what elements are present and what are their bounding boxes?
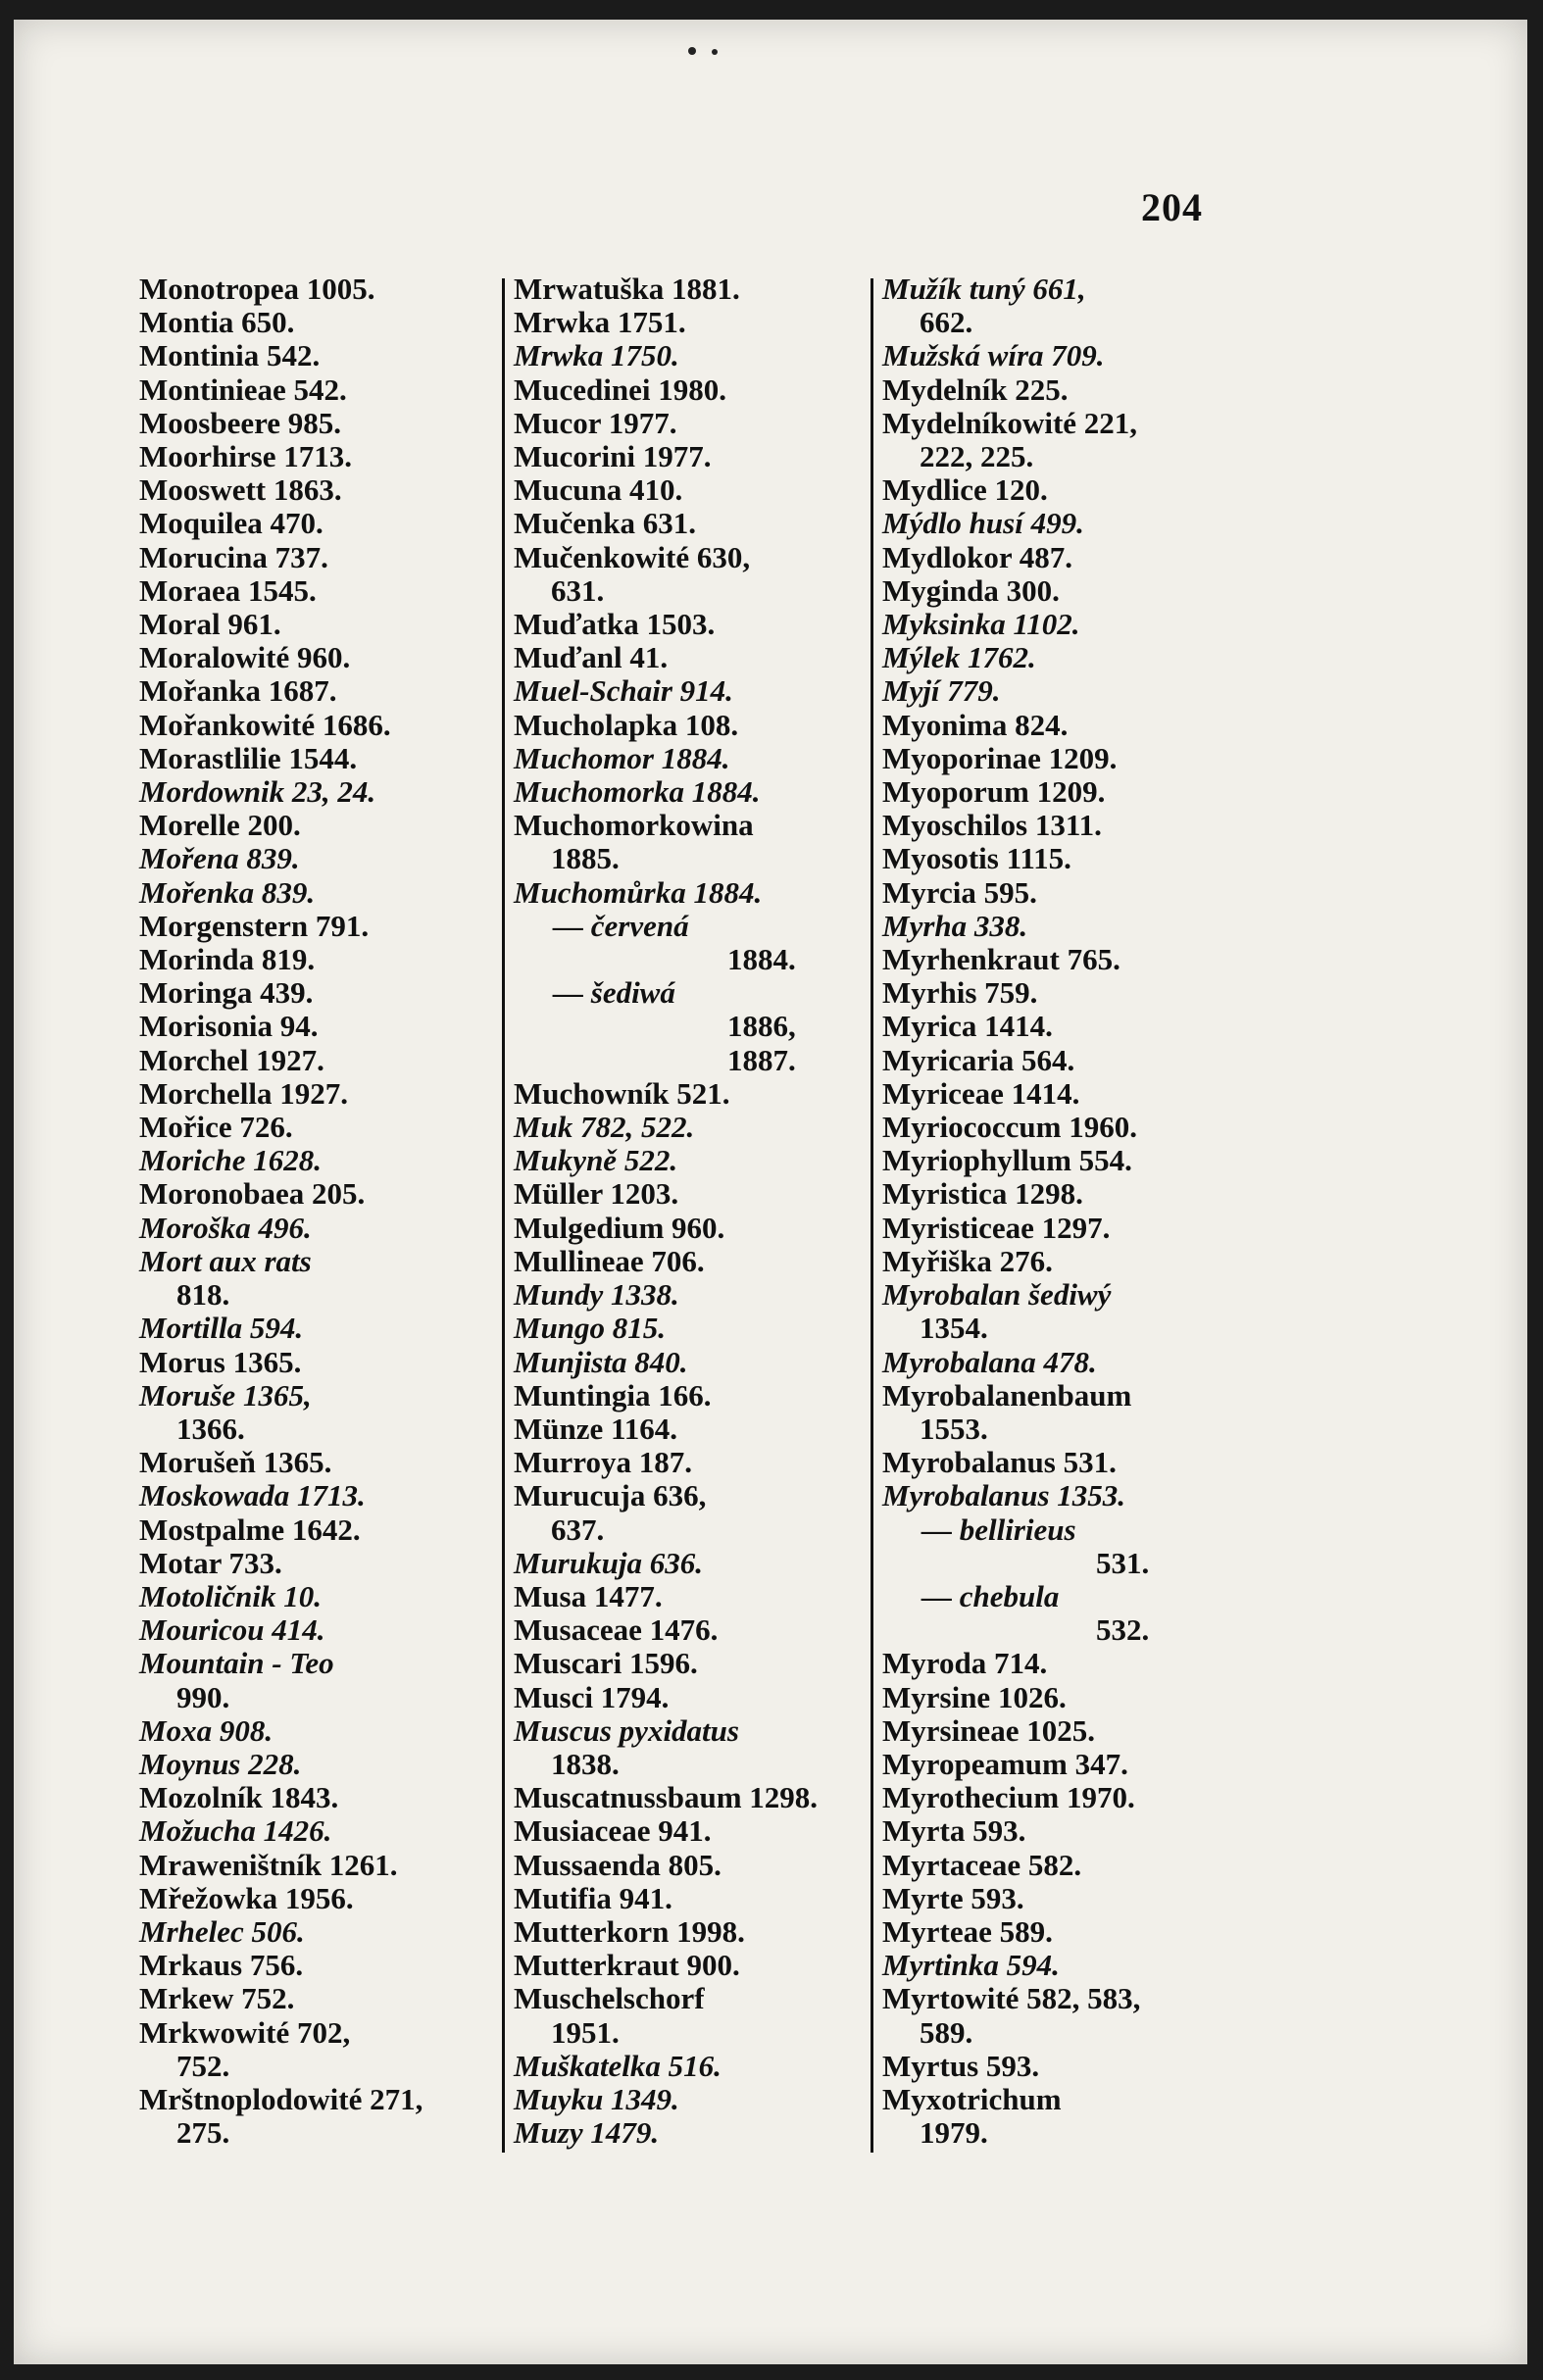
index-entry: Mrkaus 756.	[139, 1948, 304, 1983]
index-entry: Muškatelka 516.	[514, 2048, 722, 2083]
index-entry: 752.	[176, 2048, 230, 2083]
index-entry: Myxotrichum	[882, 2081, 1062, 2116]
index-entry: 662.	[920, 305, 973, 340]
index-entry: Murucuja 636,	[514, 1478, 707, 1513]
index-entry: Mutterkorn 1998.	[514, 1913, 745, 1949]
index-entry: Mountain - Teo	[139, 1646, 334, 1681]
index-entry: Morchel 1927.	[139, 1042, 324, 1077]
index-entry: 818.	[176, 1277, 230, 1313]
index-entry: Myrcia 595.	[882, 874, 1037, 910]
index-entry: Mužík tuný 661,	[882, 272, 1086, 306]
index-entry: Murroya 187.	[514, 1445, 692, 1480]
index-entry: Mrkwowité 702,	[139, 2014, 351, 2050]
index-entry: Münze 1164.	[514, 1411, 678, 1446]
index-entry: 1886,	[727, 1009, 796, 1044]
index-entry: Moralowité 960.	[139, 640, 351, 675]
index-entry: — šediwá	[553, 975, 675, 1011]
book-page	[14, 20, 1527, 2364]
index-entry: Muel-Schair 914.	[514, 673, 733, 709]
index-entry: Motoličnik 10.	[139, 1578, 323, 1613]
index-entry: Motar 733.	[139, 1545, 282, 1580]
index-entry: Myrta 593.	[882, 1813, 1026, 1849]
print-speck	[712, 49, 718, 55]
index-entry: Muscatnussbaum 1298.	[514, 1780, 819, 1815]
index-entry: Myristica 1298.	[882, 1176, 1083, 1212]
index-entry: Musa 1477.	[514, 1578, 663, 1613]
index-entry: Myropeamum 347.	[882, 1746, 1128, 1781]
index-entry: 1951.	[551, 2014, 620, 2050]
index-entry: Myjí 779.	[882, 673, 1001, 709]
index-entry: Mortilla 594.	[139, 1311, 304, 1346]
index-entry: Muscari 1596.	[514, 1646, 698, 1681]
index-entry: Morgenstern 791.	[139, 908, 370, 943]
index-entry: Mordownik 23, 24.	[139, 774, 376, 810]
index-entry: Myrobalan šediwý	[882, 1277, 1112, 1313]
index-entry: Morastlilie 1544.	[139, 740, 358, 775]
index-entry: Myrhis 759.	[882, 975, 1038, 1011]
index-entry: Murukuja 636.	[514, 1545, 703, 1580]
index-entry: Munjista 840.	[514, 1344, 688, 1379]
index-entry: Muďatka 1503.	[514, 607, 716, 642]
index-column-1	[139, 273, 512, 2150]
index-entry: Moroška 496.	[139, 1210, 312, 1245]
index-entry: Moquilea 470.	[139, 506, 324, 541]
index-entry: Moringa 439.	[139, 975, 314, 1011]
index-entry: Mungo 815.	[514, 1311, 667, 1346]
index-entry: Mřežowka 1956.	[139, 1880, 354, 1915]
index-entry: Morchella 1927.	[139, 1075, 348, 1111]
index-entry: Myroda 714.	[882, 1646, 1048, 1681]
index-entry: Montia 650.	[139, 305, 295, 340]
index-entry: 531.	[1096, 1545, 1150, 1580]
index-entry: Možucha 1426.	[139, 1813, 332, 1849]
index-entry: Myriococcum 1960.	[882, 1110, 1137, 1145]
index-entry: Mučenka 631.	[514, 506, 696, 541]
index-entry: Muscus pyxidatus	[514, 1712, 739, 1748]
index-entry: 275.	[176, 2115, 230, 2151]
index-entry: Myrobalanus 1353.	[882, 1478, 1126, 1513]
index-entry: Moriche 1628.	[139, 1143, 322, 1178]
index-entry: Morucina 737.	[139, 539, 328, 574]
index-entry: Moosbeere 985.	[139, 405, 342, 440]
index-entry: Mýdlo husí 499.	[882, 506, 1084, 541]
column-rule-2	[871, 278, 873, 2153]
index-entry: Myristiceae 1297.	[882, 1210, 1111, 1245]
index-entry: 1887.	[727, 1042, 796, 1077]
index-entry: Moruše 1365,	[139, 1377, 312, 1413]
index-entry: 1885.	[551, 841, 620, 876]
index-entry: 1884.	[727, 942, 796, 977]
index-entry: Muntingia 166.	[514, 1377, 712, 1413]
index-entry: Musaceae 1476.	[514, 1612, 719, 1648]
index-entry: Muyku 1349.	[514, 2081, 679, 2116]
index-entry: 1553.	[920, 1411, 988, 1446]
index-entry: Myoporum 1209.	[882, 774, 1106, 810]
index-entry: Myrhenkraut 765.	[882, 942, 1120, 977]
index-entry: Moynus 228.	[139, 1746, 302, 1781]
index-entry: Muchomůrka 1884.	[514, 874, 763, 910]
index-entry: Myrsine 1026.	[882, 1679, 1067, 1714]
index-entry: Myrtinka 594.	[882, 1948, 1060, 1983]
index-entry: Myoporinae 1209.	[882, 740, 1118, 775]
index-entry: Myksinka 1102.	[882, 607, 1080, 642]
index-entry: Mukyně 522.	[514, 1143, 678, 1178]
index-entry: 990.	[176, 1679, 230, 1714]
index-entry: Mussaenda 805.	[514, 1847, 722, 1882]
index-entry: Mrwka 1751.	[514, 305, 686, 340]
index-column-3	[882, 273, 1255, 2150]
index-entry: — chebula	[921, 1578, 1060, 1613]
index-entry: Myrsineae 1025.	[882, 1712, 1095, 1748]
index-entry: Myrothecium 1970.	[882, 1780, 1135, 1815]
index-entry: 1979.	[920, 2115, 988, 2151]
index-entry: Myrha 338.	[882, 908, 1028, 943]
index-entry: Morus 1365.	[139, 1344, 302, 1379]
index-entry: Mucedinei 1980.	[514, 372, 726, 407]
index-entry: Mucholapka 108.	[514, 707, 739, 742]
index-entry: Mullineae 706.	[514, 1243, 705, 1278]
index-entry: Mydlice 120.	[882, 472, 1048, 508]
index-entry: Mučenkowité 630,	[514, 539, 751, 574]
index-entry: Muchomorka 1884.	[514, 774, 761, 810]
index-entry: Myrteae 589.	[882, 1913, 1053, 1949]
index-entry: Müller 1203.	[514, 1176, 679, 1212]
index-entry: 222, 225.	[920, 439, 1034, 474]
page-number: 204	[1141, 185, 1203, 229]
index-entry: Muzy 1479.	[514, 2115, 660, 2151]
index-entry: Myosotis 1115.	[882, 841, 1071, 876]
index-entry: Mozolník 1843.	[139, 1780, 339, 1815]
index-entry: Musiaceae 941.	[514, 1813, 712, 1849]
index-entry: Myrte 593.	[882, 1880, 1024, 1915]
index-entry: Muchowník 521.	[514, 1075, 730, 1111]
index-entry: Myriceae 1414.	[882, 1075, 1080, 1111]
index-entry: Muchomor 1884.	[514, 740, 730, 775]
index-entry: Monotropea 1005.	[139, 272, 375, 306]
index-entry: Mrkew 752.	[139, 1981, 295, 2016]
index-entry: Moral 961.	[139, 607, 281, 642]
index-entry: Myrtowité 582, 583,	[882, 1981, 1141, 2016]
index-entry: Myrobalana 478.	[882, 1344, 1097, 1379]
index-entry: 589.	[920, 2014, 973, 2050]
index-entry: Mucorini 1977.	[514, 439, 712, 474]
index-entry: Mořankowité 1686.	[139, 707, 391, 742]
index-entry: Montinia 542.	[139, 338, 321, 373]
index-entry: Mulgedium 960.	[514, 1210, 725, 1245]
index-entry: Myrica 1414.	[882, 1009, 1053, 1044]
index-entry: — bellirieus	[921, 1512, 1076, 1547]
index-entry: Morušeň 1365.	[139, 1445, 332, 1480]
index-entry: Mooswett 1863.	[139, 472, 342, 508]
index-entry: Morinda 819.	[139, 942, 316, 977]
index-entry: Mořena 839.	[139, 841, 300, 876]
index-entry: Mydelníkowité 221,	[882, 405, 1138, 440]
index-entry: Morisonia 94.	[139, 1009, 319, 1044]
index-entry: Mořenka 839.	[139, 874, 316, 910]
index-entry: Myrobalanus 531.	[882, 1445, 1117, 1480]
index-entry: Myriophyllum 554.	[882, 1143, 1132, 1178]
index-entry: Mýlek 1762.	[882, 640, 1036, 675]
index-entry: 532.	[1096, 1612, 1150, 1648]
index-entry: Montinieae 542.	[139, 372, 347, 407]
index-entry: Myoschilos 1311.	[882, 808, 1102, 843]
index-entry: Myricaria 564.	[882, 1042, 1075, 1077]
index-column-2	[514, 273, 876, 2150]
index-entry: Mraweništník 1261.	[139, 1847, 398, 1882]
index-entry: 631.	[551, 572, 605, 608]
index-entry: Mořanka 1687.	[139, 673, 337, 709]
index-entry: Myřiška 276.	[882, 1243, 1053, 1278]
index-entry: Mydelník 225.	[882, 372, 1069, 407]
index-entry: Mucuna 410.	[514, 472, 683, 508]
index-entry: Mužská wíra 709.	[882, 338, 1105, 373]
print-speck	[688, 47, 696, 55]
index-entry: Mrhelec 506.	[139, 1913, 305, 1949]
index-entry: Moorhirse 1713.	[139, 439, 352, 474]
index-entry: Mrwatuška 1881.	[514, 272, 740, 306]
index-entry: Moronobaea 205.	[139, 1176, 366, 1212]
index-entry: Mrštnoplodowité 271,	[139, 2081, 423, 2116]
index-entry: Myginda 300.	[882, 572, 1060, 608]
index-entry: Myrtaceae 582.	[882, 1847, 1082, 1882]
index-entry: Musci 1794.	[514, 1679, 670, 1714]
index-entry: Mydlokor 487.	[882, 539, 1073, 574]
index-entry: 1838.	[551, 1746, 620, 1781]
index-entry: Mucor 1977.	[514, 405, 677, 440]
index-entry: Muchomorkowina	[514, 808, 754, 843]
index-entry: Myrtus 593.	[882, 2048, 1040, 2083]
index-entry: Myonima 824.	[882, 707, 1069, 742]
index-entry: Moxa 908.	[139, 1712, 274, 1748]
index-entry: Mořice 726.	[139, 1110, 293, 1145]
index-entry: Mort aux rats	[139, 1243, 312, 1278]
index-entry: Mrwka 1750.	[514, 338, 679, 373]
column-rule-1	[502, 278, 505, 2153]
index-entry: Muschelschorf	[514, 1981, 705, 2016]
index-entry: — červená	[553, 908, 689, 943]
index-entry: 637.	[551, 1512, 605, 1547]
index-entry: Morelle 200.	[139, 808, 301, 843]
index-entry: Moraea 1545.	[139, 572, 317, 608]
index-entry: Moskowada 1713.	[139, 1478, 366, 1513]
index-entry: 1354.	[920, 1311, 988, 1346]
index-entry: Mundy 1338.	[514, 1277, 679, 1313]
index-entry: Mutterkraut 900.	[514, 1948, 740, 1983]
index-entry: 1366.	[176, 1411, 245, 1446]
index-entry: Myrobalanenbaum	[882, 1377, 1132, 1413]
index-entry: Mutifia 941.	[514, 1880, 672, 1915]
index-entry: Mostpalme 1642.	[139, 1512, 361, 1547]
index-entry: Mouricou 414.	[139, 1612, 325, 1648]
index-entry: Muk 782, 522.	[514, 1110, 695, 1145]
index-entry: Muďanl 41.	[514, 640, 669, 675]
